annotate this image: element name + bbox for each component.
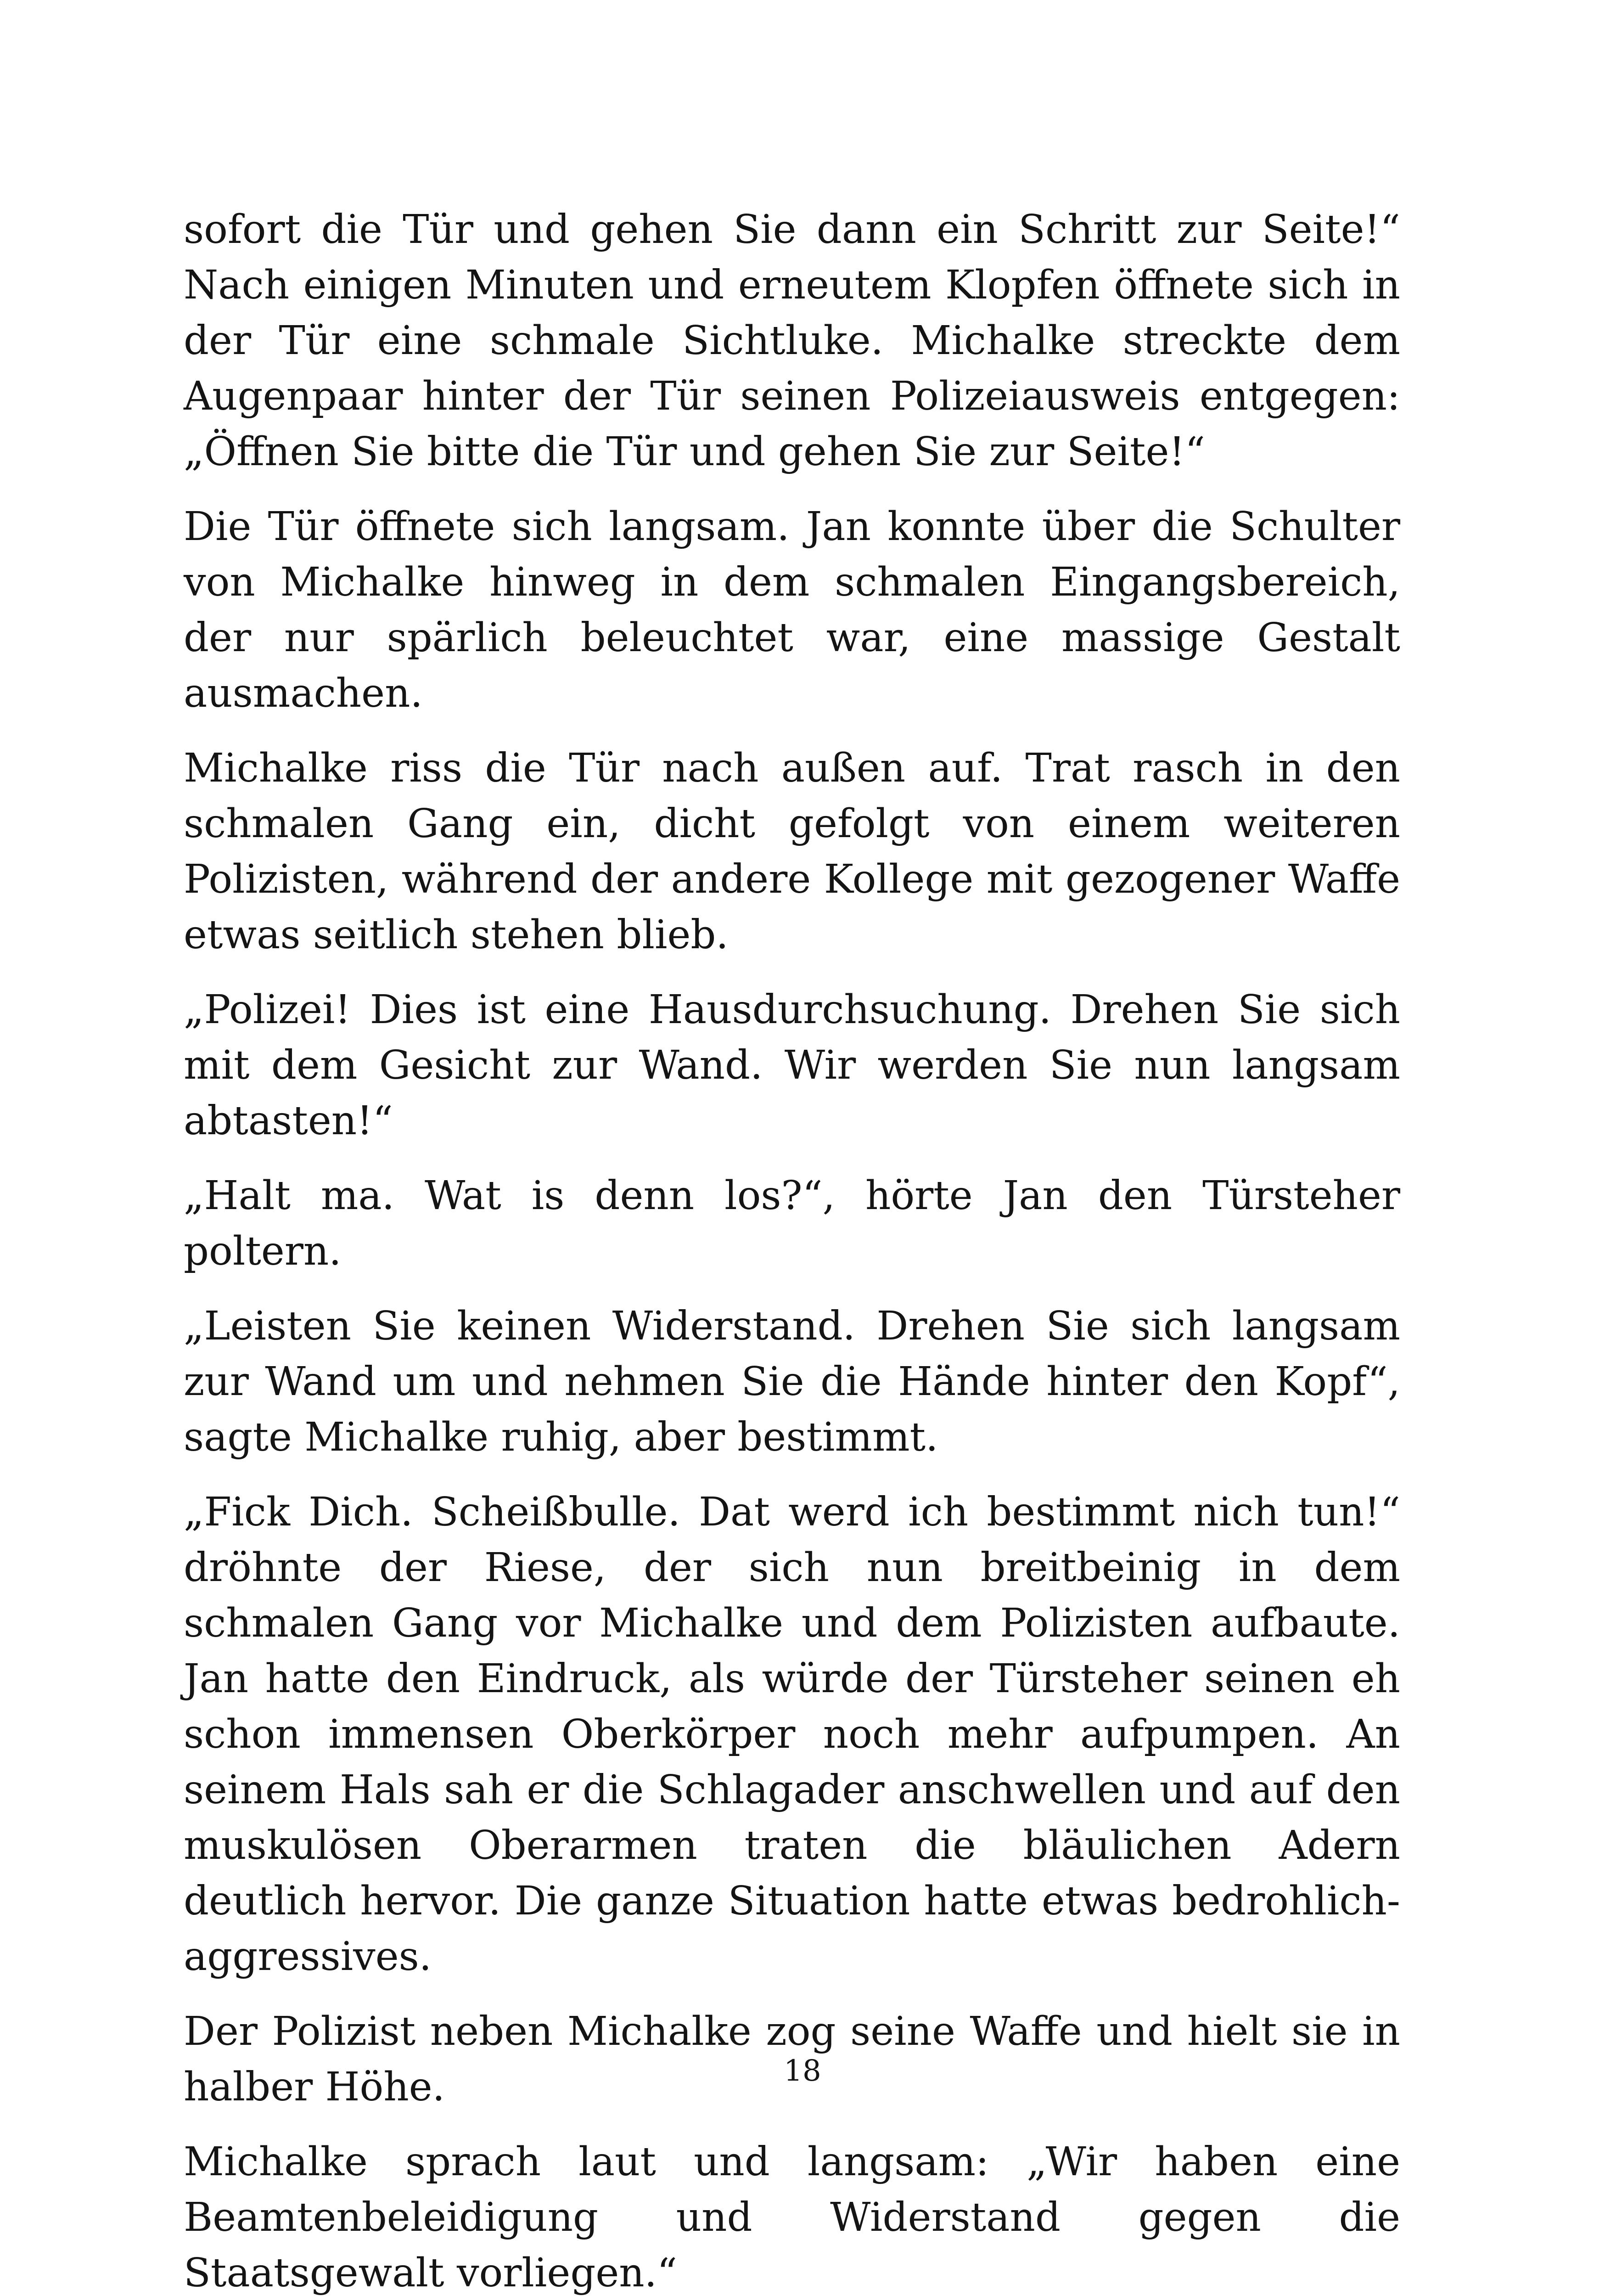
- body-text: [184, 202, 1400, 2296]
- paragraph-7: „Fick Dich. Scheißbulle. Dat werd ich bestimmt nich tun!“ dröhnte der Riese, der sich nun breitbeinig in dem schmalen Gang vor Michalke und dem Polizisten aufbaute. Jan hatte den Eindruck, als würde der Türsteher seinen eh schon immensen Oberkörper noch mehr aufpumpen. An seinem Hals sah er die Schlagader anschwellen und auf den muskulösen Oberarmen traten die bläulichen Adern deutlich hervor. Die ganze Situation hatte etwas bedrohlich-aggressives.: [184, 1489, 1400, 1980]
- paragraph-4: „Polizei! Dies ist eine Hausdurchsuchung. Drehen Sie sich mit dem Gesicht zur Wand. Wir werden Sie nun langsam abtasten!“: [184, 987, 1400, 1144]
- paragraph-6: „Leisten Sie keinen Widerstand. Drehen Sie sich langsam zur Wand um und nehmen Sie die Hände hinter den Kopf“, sagte Michalke ruhig, aber bestimmt.: [184, 1303, 1400, 1460]
- paragraph-9: Michalke sprach laut und langsam: „Wir haben eine Beamtenbeleidigung und Widerstand gegen die Staatsgewalt vorliegen.“: [184, 2139, 1400, 2296]
- paragraph-5: „Halt ma. Wat is denn los?“, hörte Jan den Türsteher poltern.: [184, 1173, 1400, 1274]
- paragraph-8: Der Polizist neben Michalke zog seine Waffe und hielt sie in halber Höhe.: [184, 2009, 1400, 2110]
- paragraph-3: Michalke riss die Tür nach außen auf. Trat rasch in den schmalen Gang ein, dicht gefolgt von einem weiteren Polizisten, während der andere Kollege mit gezogener Waffe etwas seitlich stehen blieb.: [184, 745, 1400, 958]
- paragraph-2: Die Tür öffnete sich langsam. Jan konnte über die Schulter von Michalke hinweg in dem schmalen Eingangsbereich, der nur spärlich beleuchtet war, eine massige Gestalt ausmachen.: [184, 504, 1400, 716]
- page-number: 18: [784, 2054, 821, 2088]
- paragraph-1: sofort die Tür und gehen Sie dann ein Schritt zur Seite!“ Nach einigen Minuten und erneutem Klopfen öffnete sich in der Tür eine schmale Sichtluke. Michalke streckte dem Augenpaar hinter der Tür seinen Polizeiausweis entgegen: „Öffnen Sie bitte die Tür und gehen Sie zur Seite!“: [184, 207, 1400, 475]
